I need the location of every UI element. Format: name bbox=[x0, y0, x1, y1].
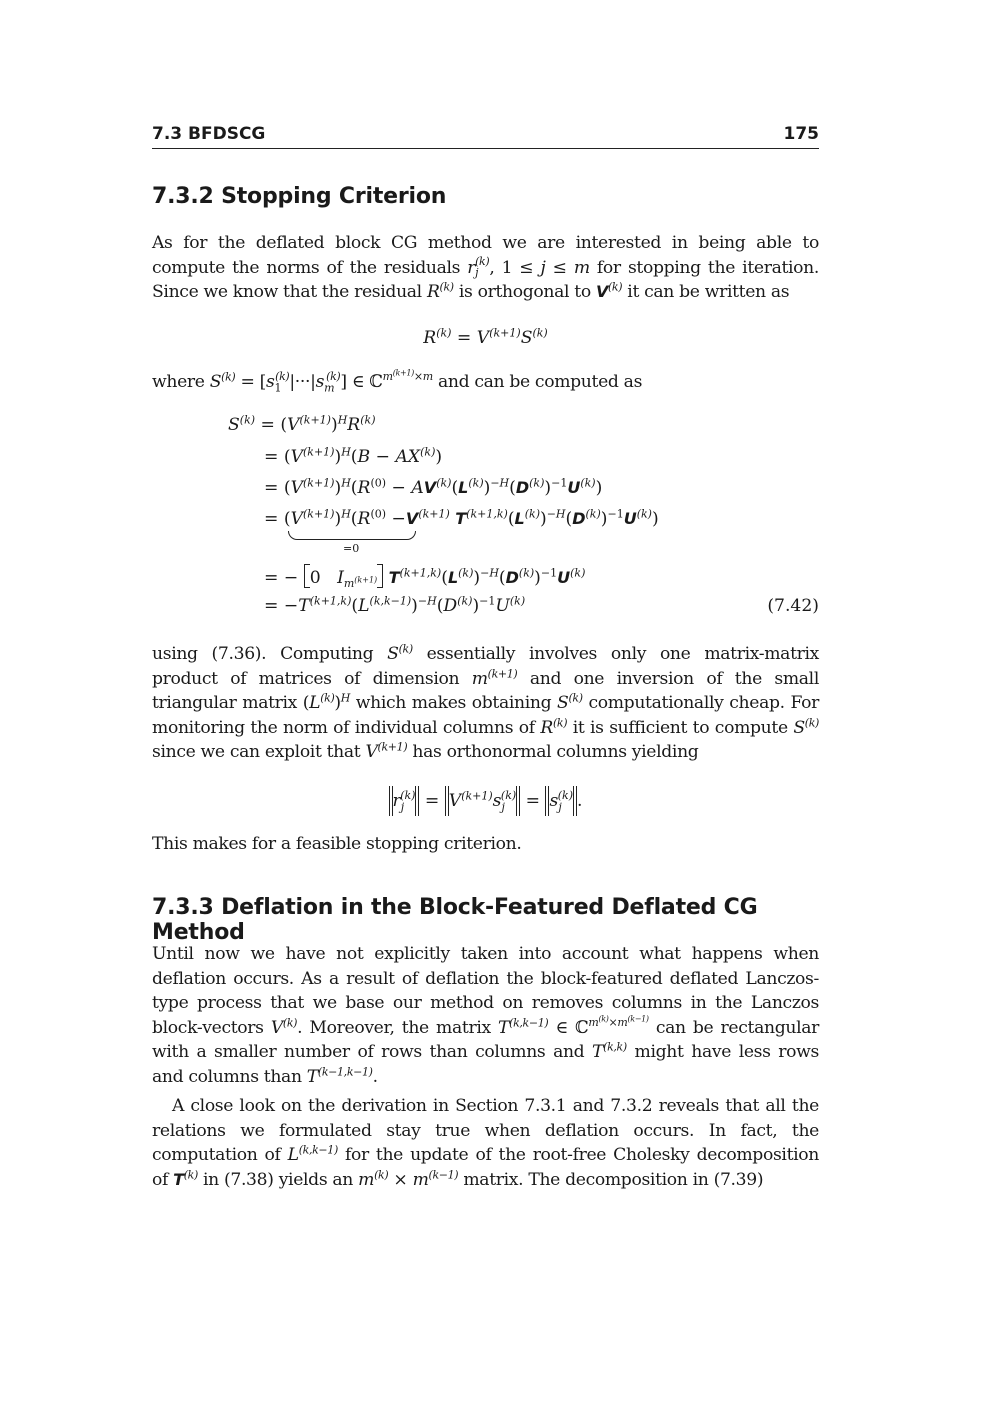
section-title-deflation: 7.3.3 Deflation in the Block-Featured Deflated CG Method bbox=[152, 895, 758, 945]
equation-number: (7.42) bbox=[767, 596, 819, 616]
underbrace bbox=[288, 531, 416, 540]
section-title-stopping-criterion: 7.3.2 Stopping Criterion bbox=[152, 184, 447, 209]
paragraph-stopping-intro: As for the deflated block CG method we are interested in being able to compute the norms of the residuals r (k) j , 1 ≤ j ≤ m for stopping the iteration. Since we know that the residual $R^{(k)}$ is orthogonal to $V^{(k)}$ it can be written as bbox=[152, 233, 819, 302]
page-number: 175 bbox=[783, 124, 819, 144]
paragraph-feasible-criterion: This makes for a feasible stopping criterion. bbox=[152, 834, 522, 854]
equation-residual-factorization: $R^{(k)} = V^{(k+1)}S^{(k)}$ bbox=[423, 326, 548, 348]
paragraph-computing-s: using (7.36). Computing $S^{(k)}$ essentially involves only one matrix-matrix product of matrices of dimension $m^{(k+1)}$ and one inversion of the small triangular matrix $(L^{(k)})^H$ which makes obtaining $S^{(k)}$ computationally cheap. For monitoring the norm of individual columns of $R^{(k)}$ it is sufficient to compute $S^{(k)}$ since we can exploit that $V^{(k+1)}$ has orthonormal columns yielding bbox=[152, 642, 819, 762]
section-label: 7.3 BFDSCG bbox=[152, 124, 266, 144]
equation-norm-identity: $r_j^{(k)} = V^{(k+1)}s_j^{(k)} = s_j^{(k)}$ . bbox=[152, 786, 819, 816]
running-header bbox=[152, 122, 819, 149]
page: 7.3 BFDSCG 175 7.3.2 Stopping Criterion As for the deflated block CG method we are interested in being able to compute the norms of the residuals r (k) j , 1 ≤ j ≤ m for stopping the iteration. Since we know that the residual $R^{(k)}$ is orthogonal to $V^{(k)}$ it can be written as $R^{(k)} = V^{(k+1)}S^{(k)}$ where $S^{(k)} = [s_1^{(k)}|\cdot\cdot\cdot|s_m^{(k)}]$ ∈ ℂ$^{m^{(k+1)}\times m}$ and can be computed as $S^{(k)} = (V^{(k+1)})^HR^{(k)}$ = $(V^{(k+1)})^H(B - AX^{(k)})$ = $(V^{(k+1)})^H(R^{(0)} - AV^{(k)}(L^{(k)})^{-H}(D^{(k)})^{-1}U^{(k)})$ = $(V^{(k+1)})^H(R^{(0)} -V^{(k+1)}$ $T^{(k+1,k)}(L^{(k)})^{-H}(D^{(k)})^{-1}U^{(k)}$) =0 = − 0 $I_{m^{(k+1)}}$ $T^{(k+1,k)}(L^{(k)})^{-H}(D^{(k)})^{-1}U^{(k)}$ = $-T^{(k+1,k)}(L^{(k,k-1)})^{-H}(D^{(k)})^{-1}U^{(k)}$ (7.42) using (7.36). Computing $S^{(k)}$ essentially involves only one matrix-matrix product of matrices of dimension $m^{(k+1)}$ and one inversion of the small triangular matrix $(L^{(k)})^H$ which makes obtaining $S^{(k)}$ computationally cheap. For monitoring the norm of individual columns of $R^{(k)}$ it is sufficient to compute $S^{(k)}$ since we can exploit that $V^{(k+1)}$ has orthonormal columns yielding $r_j^{(k)} = V^{(k+1)}s_j^{(k)} = s_j^{(k)}$ . This makes for a feasible stopping criterion. 7.3.3 Deflation in the Block-Featured Deflated CG Method Until now we have not explicitly taken into account what happens when deflation occurs. As a result of deflation the block-featured deflated Lanczos-type process that we base our method on removes columns in the Lanczos block-vectors $V^{(k)}$. Moreover, the matrix $T^{(k,k-1)}$ ∈ ℂ$^{m^{(k)}\times m^{(k-1)}}$ can be rectangular with a smaller number of rows than columns and T$^{(k,k)}$ might have less rows and columns than $T^{(k-1,k-1)}$. A close look on the derivation in Section 7.3.1 and 7.3.2 reveals that all the relations we formulated stay true when deflation occurs. In fact, the computation of $L^{(k,k-1)}$ for the update of the root-free Cholesky decomposition of $T^{(k)}$ in (7.38) yields an $m^{(k)} \times m^{(k-1)}$ matrix. The decomposition in (7.39) bbox=[152, 0, 819, 1414]
paragraph-deflation-intro: Until now we have not explicitly taken into account what happens when deflation occurs. As a result of deflation the block-featured deflated Lanczos-type process that we base our method on removes columns in the Lanczos block-vectors $V^{(k)}$. Moreover, the matrix $T^{(k,k-1)}$ ∈ ℂ$^{m^{(k)}\times m^{(k-1)}}$ can be rectangular with a smaller number of rows than columns and T$^{(k,k)}$ might have less rows and columns than $T^{(k-1,k-1)}$. bbox=[152, 944, 819, 1087]
paragraph-close-look: A close look on the derivation in Section 7.3.1 and 7.3.2 reveals that all the relations we formulated stay true when deflation occurs. In fact, the computation of $L^{(k,k-1)}$ for the update of the root-free Cholesky decomposition of $T^{(k)}$ in (7.38) yields an $m^{(k)} \times m^{(k-1)}$ matrix. The decomposition in (7.39) bbox=[152, 1096, 819, 1190]
paragraph-where-s: where $S^{(k)} = [s_1^{(k)}|\cdot\cdot\cdot|s_m^{(k)}]$ ∈ ℂ$^{m^{(k+1)}\times m}$ and can be computed as bbox=[152, 368, 643, 395]
underbrace-label: =0 bbox=[343, 542, 360, 555]
